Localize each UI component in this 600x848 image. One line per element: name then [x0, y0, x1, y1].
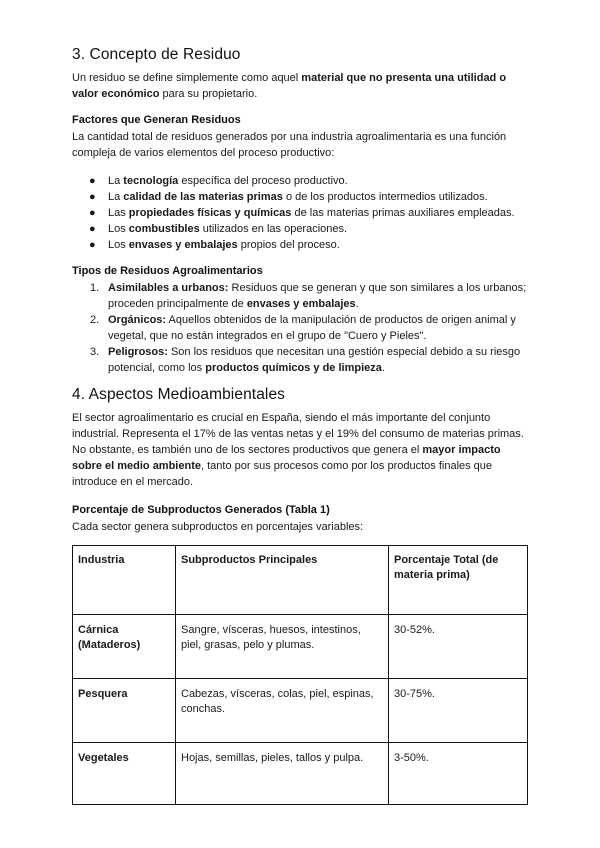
list-item: ● La tecnología específica del proceso productivo.: [89, 175, 348, 187]
table-cell: Pesquera: [73, 679, 176, 743]
list-item: 2. Orgánicos: Aquellos obtenidos de la manipulación de productos de origen animal y vegetal, que no están integrados en el grupo de "Cuero y Pieles".: [90, 314, 516, 342]
header-cell: Porcentaje Total (de materia prima): [389, 546, 528, 615]
table-cell: Cabezas, vísceras, colas, piel, espinas, conchas.: [176, 679, 389, 743]
table-header-row: [73, 546, 528, 615]
table-cell: 30-52%.: [389, 615, 528, 679]
table-cell: Hojas, semillas, pieles, tallos y pulpa.: [176, 743, 389, 805]
table-cell: Sangre, vísceras, huesos, intestinos, piel, grasas, pelo y plumas.: [176, 615, 389, 679]
list-item: ● Los combustibles utilizados en las operaciones.: [89, 223, 348, 235]
bullet-icon: ●: [89, 175, 96, 187]
list-item: ● La calidad de las materias primas o de los productos intermedios utilizados.: [89, 191, 488, 203]
section-4-title: 4. Aspectos Medioambientales: [72, 386, 286, 403]
porcentaje-text: Cada sector genera subproductos en porcentajes variables:: [72, 521, 364, 533]
document-page: [72, 46, 532, 805]
factores-text: La cantidad total de residuos generados por una industria agroalimentaria es una función compleja de varios elementos del proceso productivo:: [72, 131, 507, 159]
section-3-title: 3. Concepto de Residuo: [72, 46, 241, 63]
subproductos-table: [72, 545, 528, 805]
tipos-title: Tipos de Residuos Agroalimentarios: [72, 265, 263, 277]
porcentaje-title: Porcentaje de Subproductos Generados (Tabla 1): [72, 504, 330, 516]
bullet-icon: ●: [89, 191, 96, 203]
factores-list: [72, 173, 532, 253]
section-4-text: El sector agroalimentario es crucial en España, siendo el más importante del conjunto industrial. Representa el 17% de las ventas netas y el 19% del consumo de materias primas. No obstante, es también uno de los sectores productivos que genera el mayor impacto sobre el medio ambiente, tanto por sus procesos como por los productos finales que introduce en el mercado.: [72, 412, 524, 488]
table-cell: 30-75%.: [389, 679, 528, 743]
table-row: [73, 679, 528, 743]
factores-title: Factores que Generan Residuos: [72, 114, 241, 126]
header-cell: Industria: [73, 546, 176, 615]
table-cell: 3-50%.: [389, 743, 528, 805]
list-item: 3. Peligrosos: Son los residuos que necesitan una gestión especial debido a su riesgo potencial, como los productos químicos y de limpieza.: [90, 346, 521, 374]
tipos-list: [72, 280, 532, 376]
table-cell: Cárnica (Mataderos): [73, 615, 176, 679]
table-row: [73, 743, 528, 805]
list-item: ● Las propiedades físicas y químicas de las materias primas auxiliares empleadas.: [89, 207, 515, 219]
bullet-icon: ●: [89, 239, 96, 251]
list-item: ● Los envases y embalajes propios del proceso.: [89, 239, 340, 251]
bullet-icon: ●: [89, 207, 96, 219]
header-cell: Subproductos Principales: [176, 546, 389, 615]
table-cell: Vegetales: [73, 743, 176, 805]
table-row: [73, 615, 528, 679]
bullet-icon: ●: [89, 223, 96, 235]
list-item: 1. Asimilables a urbanos: Residuos que se generan y que son similares a los urbanos; proceden principalmente de envases y embalajes.: [90, 282, 527, 310]
section-3-intro: Un residuo se define simplemente como aquel material que no presenta una utilidad o valor económico para su propietario.: [72, 72, 507, 100]
